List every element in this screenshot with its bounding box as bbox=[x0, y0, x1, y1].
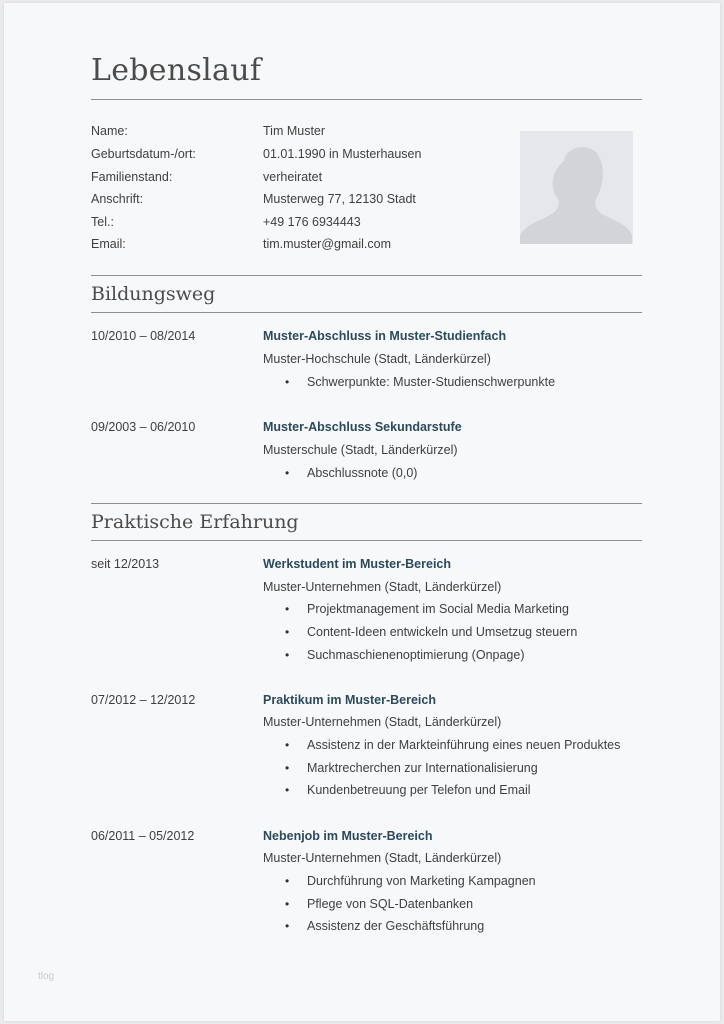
value-birth: 01.01.1990 in Musterhausen bbox=[263, 147, 422, 161]
entry-institution: Muster-Unternehmen (Stadt, Länderkürzel) bbox=[263, 715, 502, 729]
entry-bullet: Marktrecherchen zur Internationalisierung bbox=[307, 761, 538, 775]
experience-bottom-divider bbox=[91, 540, 642, 541]
education-top-divider bbox=[91, 275, 642, 276]
bullet-icon: • bbox=[285, 466, 290, 480]
bullet-icon: • bbox=[285, 919, 290, 933]
value-marital: verheiratet bbox=[263, 170, 323, 184]
page-title: Lebenslauf bbox=[91, 53, 262, 88]
entry-bullet: Suchmaschienenoptimierung (Onpage) bbox=[307, 648, 525, 662]
profile-photo bbox=[520, 131, 633, 244]
entry-bullet: Kundenbetreuung per Telefon und Email bbox=[307, 783, 531, 797]
bullet-icon: • bbox=[285, 783, 290, 797]
entry-date: 07/2012 – 12/2012 bbox=[91, 693, 196, 707]
entry-bullet: Assistenz in der Markteinführung eines neuen Produktes bbox=[307, 738, 621, 752]
label-birth: Geburtsdatum-/ort: bbox=[91, 147, 196, 161]
bullet-icon: • bbox=[285, 874, 290, 888]
experience-top-divider bbox=[91, 503, 642, 504]
bullet-icon: • bbox=[285, 648, 290, 662]
entry-bullet: Pflege von SQL-Datenbanken bbox=[307, 897, 474, 911]
entry-institution: Muster-Unternehmen (Stadt, Länderkürzel) bbox=[263, 580, 502, 594]
bullet-icon: • bbox=[285, 897, 290, 911]
cv-page bbox=[4, 3, 720, 1021]
bullet-icon: • bbox=[285, 375, 290, 389]
label-email: Email: bbox=[91, 237, 126, 251]
entry-bullet: Schwerpunkte: Muster-Studienschwerpunkte bbox=[307, 375, 556, 389]
value-phone: +49 176 6934443 bbox=[263, 215, 361, 229]
entry-date: 10/2010 – 08/2014 bbox=[91, 329, 196, 343]
entry-date: seit 12/2013 bbox=[91, 557, 160, 571]
title-divider bbox=[91, 99, 642, 100]
value-name: Tim Muster bbox=[263, 124, 326, 138]
education-bottom-divider bbox=[91, 312, 642, 313]
label-phone: Tel.: bbox=[91, 215, 114, 229]
person-silhouette-icon bbox=[520, 131, 633, 244]
bullet-icon: • bbox=[285, 761, 290, 775]
label-address: Anschrift: bbox=[91, 192, 144, 206]
label-marital: Familienstand: bbox=[91, 170, 173, 184]
experience-heading: Praktische Erfahrung bbox=[91, 511, 299, 533]
entry-title: Nebenjob im Muster-Bereich bbox=[263, 829, 433, 843]
entry-institution: Muster-Hochschule (Stadt, Länderkürzel) bbox=[263, 352, 491, 366]
watermark: tlog bbox=[38, 971, 55, 982]
entry-title: Werkstudent im Muster-Bereich bbox=[263, 557, 452, 571]
label-name: Name: bbox=[91, 124, 128, 138]
education-heading: Bildungsweg bbox=[91, 283, 216, 305]
entry-bullet: Projektmanagement im Social Media Marketing bbox=[307, 602, 569, 616]
entry-bullet: Content-Ideen entwickeln und Umsetzug steuern bbox=[307, 625, 578, 639]
entry-date: 09/2003 – 06/2010 bbox=[91, 420, 196, 434]
value-address: Musterweg 77, 12130 Stadt bbox=[263, 192, 416, 206]
entry-institution: Musterschule (Stadt, Länderkürzel) bbox=[263, 443, 458, 457]
entry-bullet: Assistenz der Geschäftsführung bbox=[307, 919, 485, 933]
bullet-icon: • bbox=[285, 602, 290, 616]
entry-bullet: Durchführung von Marketing Kampagnen bbox=[307, 874, 536, 888]
entry-date: 06/2011 – 05/2012 bbox=[91, 829, 195, 843]
bullet-icon: • bbox=[285, 625, 290, 639]
value-email: tim.muster@gmail.com bbox=[263, 237, 391, 251]
bullet-icon: • bbox=[285, 738, 290, 752]
entry-title: Praktikum im Muster-Bereich bbox=[263, 693, 436, 707]
entry-title: Muster-Abschluss in Muster-Studienfach bbox=[263, 329, 507, 343]
entry-title: Muster-Abschluss Sekundarstufe bbox=[263, 420, 462, 434]
entry-institution: Muster-Unternehmen (Stadt, Länderkürzel) bbox=[263, 851, 502, 865]
entry-bullet: Abschlussnote (0,0) bbox=[307, 466, 418, 480]
